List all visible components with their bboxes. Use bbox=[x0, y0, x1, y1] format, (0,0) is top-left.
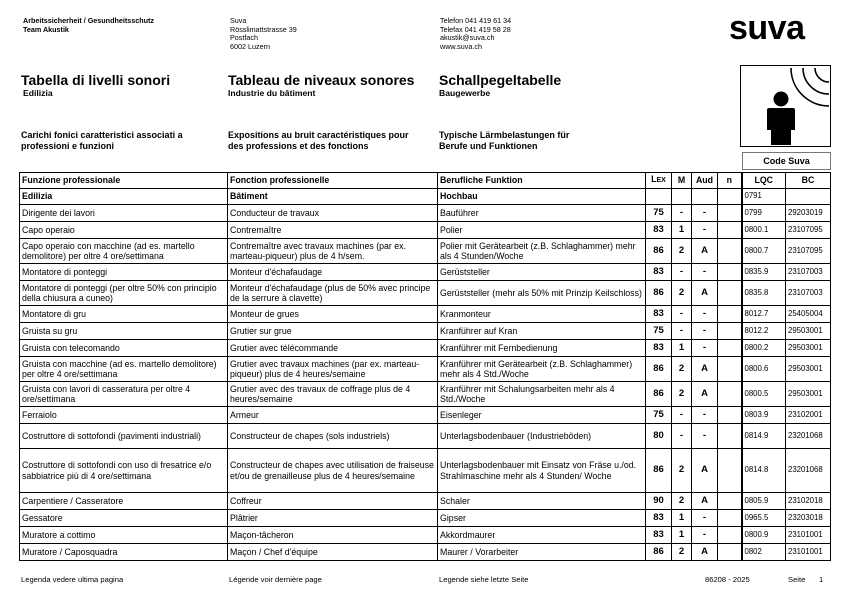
cell-bc: 23201068 bbox=[786, 424, 831, 449]
contact-block bbox=[440, 17, 511, 51]
cell-m: - bbox=[672, 407, 692, 424]
cell-n bbox=[718, 493, 742, 510]
cell-it: Montatore di gru bbox=[20, 306, 228, 323]
cell-lqc: 0800.7 bbox=[742, 239, 786, 264]
cell-fr: Constructeur de chapes (sols industriels) bbox=[228, 424, 438, 449]
cell-lex: 83 bbox=[646, 264, 672, 281]
cell-de: Eisenleger bbox=[438, 407, 646, 424]
section-lex bbox=[646, 189, 672, 205]
cell-lex: 86 bbox=[646, 357, 672, 382]
fax: Telefax 041 419 58 28 bbox=[440, 24, 511, 34]
cell-lex: 75 bbox=[646, 407, 672, 424]
cell-it: Costruttore di sottofondi (pavimenti industriali) bbox=[20, 424, 228, 449]
cell-m: 2 bbox=[672, 382, 692, 407]
table-row bbox=[20, 382, 831, 407]
cell-it: Carpentiere / Casseratore bbox=[20, 493, 228, 510]
address-line: Suva bbox=[230, 16, 247, 25]
cell-aud: - bbox=[692, 510, 718, 527]
cell-aud: - bbox=[692, 340, 718, 357]
cell-bc: 23107003 bbox=[786, 281, 831, 306]
col-header-de: Berufliche Funktion bbox=[438, 173, 646, 189]
table-row bbox=[20, 264, 831, 281]
cell-fr: Grutier sur grue bbox=[228, 323, 438, 340]
cell-lqc: 0800.9 bbox=[742, 527, 786, 544]
cell-de: Akkordmaurer bbox=[438, 527, 646, 544]
doc-number: 86208 - 2025 bbox=[705, 575, 750, 584]
table-row bbox=[20, 222, 831, 239]
cell-lex: 83 bbox=[646, 222, 672, 239]
table-row bbox=[20, 424, 831, 449]
desc-de bbox=[439, 130, 569, 152]
col-header-m: M bbox=[672, 173, 692, 189]
cell-n bbox=[718, 544, 742, 561]
section-n bbox=[718, 189, 742, 205]
title-fr-block bbox=[228, 72, 414, 98]
cell-m: 2 bbox=[672, 281, 692, 306]
cell-lqc: 0805.9 bbox=[742, 493, 786, 510]
cell-lex: 86 bbox=[646, 449, 672, 493]
cell-it: Montatore di ponteggi bbox=[20, 264, 228, 281]
legend-fr: Légende voir dernière page bbox=[229, 575, 322, 584]
desc-it-line2: professioni e funzioni bbox=[21, 141, 115, 151]
cell-lex: 83 bbox=[646, 306, 672, 323]
cell-fr: Monteur d'échafaudage (plus de 50% avec principe de la serrure à clavette) bbox=[228, 281, 438, 306]
address-line: Rösslimattstrasse 39 bbox=[230, 24, 297, 34]
cell-aud: A bbox=[692, 281, 718, 306]
cell-aud: - bbox=[692, 527, 718, 544]
cell-de: Polier bbox=[438, 222, 646, 239]
col-header-lex bbox=[646, 173, 672, 189]
cell-aud: - bbox=[692, 222, 718, 239]
table-row bbox=[20, 510, 831, 527]
cell-it: Costruttore di sottofondi con uso di fresatrice e/o sabbiatrice più di 4 ore/settimana bbox=[20, 449, 228, 493]
cell-bc: 29503001 bbox=[786, 340, 831, 357]
cell-aud: A bbox=[692, 544, 718, 561]
code-suva-label: Code Suva bbox=[742, 152, 831, 170]
cell-fr: Grutier avec télécommande bbox=[228, 340, 438, 357]
cell-m: 1 bbox=[672, 340, 692, 357]
cell-m: 1 bbox=[672, 510, 692, 527]
cell-n bbox=[718, 382, 742, 407]
cell-fr: Grutier avec des travaux de coffrage plus de 4 heures/semaine bbox=[228, 382, 438, 407]
cell-de: Unterlagsbodenbauer (Industrieböden) bbox=[438, 424, 646, 449]
website-link[interactable]: www.suva.ch bbox=[440, 41, 482, 51]
desc-fr-line2: des professions et des fonctions bbox=[228, 141, 369, 151]
section-aud bbox=[692, 189, 718, 205]
cell-it: Dirigente dei lavori bbox=[20, 205, 228, 222]
cell-n bbox=[718, 323, 742, 340]
cell-n bbox=[718, 510, 742, 527]
cell-bc: 29503001 bbox=[786, 382, 831, 407]
table-row bbox=[20, 407, 831, 424]
cell-it: Ferraiolo bbox=[20, 407, 228, 424]
cell-n bbox=[718, 264, 742, 281]
cell-it: Capo operaio con macchine (ad es. martello demolitore) per oltre 4 ore/settimana bbox=[20, 239, 228, 264]
cell-it: Capo operaio bbox=[20, 222, 228, 239]
cell-n bbox=[718, 340, 742, 357]
phone: Telefon 041 419 61 34 bbox=[440, 16, 512, 25]
cell-m: 2 bbox=[672, 493, 692, 510]
cell-fr: Monteur de grues bbox=[228, 306, 438, 323]
cell-lqc: 0800.2 bbox=[742, 340, 786, 357]
address-block bbox=[230, 17, 297, 51]
cell-aud: - bbox=[692, 407, 718, 424]
table-row bbox=[20, 527, 831, 544]
noise-level-table bbox=[19, 172, 831, 561]
org-unit bbox=[23, 17, 154, 34]
cell-lqc: 0802 bbox=[742, 544, 786, 561]
cell-lex: 86 bbox=[646, 544, 672, 561]
cell-aud: A bbox=[692, 357, 718, 382]
cell-de: Unterlagsbodenbauer mit Einsatz von Fräse u./od. Strahlmaschine mehr als 4 Stunden/ Woche bbox=[438, 449, 646, 493]
cell-fr: Plâtrier bbox=[228, 510, 438, 527]
table-row bbox=[20, 306, 831, 323]
cell-bc: 23107095 bbox=[786, 239, 831, 264]
cell-bc: 23107095 bbox=[786, 222, 831, 239]
org-line-2: Team Akustik bbox=[23, 24, 69, 34]
cell-de: Gerüststeller bbox=[438, 264, 646, 281]
cell-aud: - bbox=[692, 424, 718, 449]
cell-aud: - bbox=[692, 323, 718, 340]
cell-it: Gruista con lavori di casseratura per oltre 4 ore/settimana bbox=[20, 382, 228, 407]
desc-de-line1: Typische Lärmbelastungen für bbox=[439, 130, 570, 140]
cell-lqc: 0803.9 bbox=[742, 407, 786, 424]
cell-lqc: 0800.6 bbox=[742, 357, 786, 382]
title-de-block bbox=[439, 72, 561, 98]
cell-lex: 83 bbox=[646, 340, 672, 357]
desc-fr bbox=[228, 130, 409, 152]
email-link[interactable]: akustik@suva.ch bbox=[440, 33, 495, 43]
cell-de: Polier mit Gerätearbeit (z.B. Schlaghammer) mehr als 4 Stunden/Woche bbox=[438, 239, 646, 264]
cell-it: Muratore / Caposquadra bbox=[20, 544, 228, 561]
cell-fr: Monteur d'échafaudage bbox=[228, 264, 438, 281]
cell-fr: Conducteur de travaux bbox=[228, 205, 438, 222]
cell-de: Kranführer mit Schalungsarbeiten mehr als 4 Std./Woche bbox=[438, 382, 646, 407]
cell-m: - bbox=[672, 323, 692, 340]
cell-de: Schaler bbox=[438, 493, 646, 510]
cell-bc: 23101001 bbox=[786, 527, 831, 544]
cell-n bbox=[718, 205, 742, 222]
cell-lqc: 8012.2 bbox=[742, 323, 786, 340]
cell-m: 2 bbox=[672, 449, 692, 493]
table-row bbox=[20, 449, 831, 493]
cell-lqc: 0965.5 bbox=[742, 510, 786, 527]
cell-n bbox=[718, 239, 742, 264]
cell-it: Gruista su gru bbox=[20, 323, 228, 340]
cell-aud: A bbox=[692, 493, 718, 510]
table-header-row bbox=[20, 173, 831, 189]
cell-m: - bbox=[672, 205, 692, 222]
cell-fr: Armeur bbox=[228, 407, 438, 424]
section-m bbox=[672, 189, 692, 205]
col-header-bc: BC bbox=[786, 173, 831, 189]
lex-sub: EX bbox=[656, 177, 666, 185]
cell-bc: 29503001 bbox=[786, 323, 831, 340]
section-fr: Bâtiment bbox=[228, 189, 438, 205]
cell-lqc: 0799 bbox=[742, 205, 786, 222]
subtitle-it: Edilizia bbox=[23, 88, 53, 98]
cell-lex: 86 bbox=[646, 382, 672, 407]
section-row bbox=[20, 189, 831, 205]
col-header-fr: Fonction professionelle bbox=[228, 173, 438, 189]
cell-bc: 23101001 bbox=[786, 544, 831, 561]
cell-n bbox=[718, 306, 742, 323]
cell-m: 1 bbox=[672, 222, 692, 239]
cell-lex: 86 bbox=[646, 239, 672, 264]
cell-fr: Constructeur de chapes avec utilisation de fraiseuse et/ou de grenailleuse plus de 4 heures/semaine bbox=[228, 449, 438, 493]
cell-lex: 83 bbox=[646, 510, 672, 527]
cell-m: - bbox=[672, 306, 692, 323]
cell-lqc: 0800.1 bbox=[742, 222, 786, 239]
cell-aud: A bbox=[692, 382, 718, 407]
cell-m: - bbox=[672, 424, 692, 449]
cell-n bbox=[718, 222, 742, 239]
person-noise-icon bbox=[740, 65, 831, 147]
subtitle-fr: Industrie du bâtiment bbox=[228, 88, 316, 98]
cell-n bbox=[718, 357, 742, 382]
cell-bc: 29203019 bbox=[786, 205, 831, 222]
cell-lqc: 0835.9 bbox=[742, 264, 786, 281]
section-it: Edilizia bbox=[20, 189, 228, 205]
cell-de: Bauführer bbox=[438, 205, 646, 222]
section-de: Hochbau bbox=[438, 189, 646, 205]
title-de: Schallpegeltabelle bbox=[439, 72, 562, 88]
cell-bc: 23102001 bbox=[786, 407, 831, 424]
cell-lex: 86 bbox=[646, 281, 672, 306]
cell-bc: 25405004 bbox=[786, 306, 831, 323]
cell-lex: 90 bbox=[646, 493, 672, 510]
col-header-aud: Aud bbox=[692, 173, 718, 189]
col-header-it: Funzione professionale bbox=[20, 173, 228, 189]
cell-fr: Contremaître bbox=[228, 222, 438, 239]
cell-aud: - bbox=[692, 205, 718, 222]
address-line: 6002 Luzern bbox=[230, 41, 270, 51]
title-it-block bbox=[21, 72, 170, 98]
cell-aud: - bbox=[692, 264, 718, 281]
col-header-n: n bbox=[718, 173, 742, 189]
cell-n bbox=[718, 424, 742, 449]
cell-it: Gruista con telecomando bbox=[20, 340, 228, 357]
suva-logo: suva bbox=[729, 9, 805, 47]
cell-bc: 23102018 bbox=[786, 493, 831, 510]
cell-m: - bbox=[672, 264, 692, 281]
desc-it-line1: Carichi fonici caratteristici associati a bbox=[21, 130, 183, 140]
cell-de: Gipser bbox=[438, 510, 646, 527]
cell-m: 2 bbox=[672, 544, 692, 561]
cell-m: 2 bbox=[672, 357, 692, 382]
table-row bbox=[20, 544, 831, 561]
cell-bc: 29503001 bbox=[786, 357, 831, 382]
cell-m: 2 bbox=[672, 239, 692, 264]
cell-n bbox=[718, 527, 742, 544]
cell-lex: 80 bbox=[646, 424, 672, 449]
cell-aud: A bbox=[692, 449, 718, 493]
org-line-1: Arbeitssicherheit / Gesundheitsschutz bbox=[23, 16, 155, 25]
cell-n bbox=[718, 281, 742, 306]
cell-lex: 83 bbox=[646, 527, 672, 544]
subtitle-de: Baugewerbe bbox=[439, 88, 491, 98]
cell-de: Gerüststeller (mehr als 50% mit Prinzip Keilschloss) bbox=[438, 281, 646, 306]
table-row bbox=[20, 340, 831, 357]
page-number: 1 bbox=[819, 575, 824, 584]
cell-lqc: 8012.7 bbox=[742, 306, 786, 323]
cell-m: 1 bbox=[672, 527, 692, 544]
cell-it: Gessatore bbox=[20, 510, 228, 527]
cell-lqc: 0835.8 bbox=[742, 281, 786, 306]
desc-fr-line1: Expositions au bruit caractéristiques pour bbox=[228, 130, 409, 140]
table-row bbox=[20, 493, 831, 510]
cell-aud: A bbox=[692, 239, 718, 264]
cell-de: Kranführer mit Gerätearbeit (z.B. Schlaghammer) mehr als 4 Std./Woche bbox=[438, 357, 646, 382]
cell-it: Gruista con macchine (ad es. martello demolitore) per oltre 4 ore/settimana bbox=[20, 357, 228, 382]
cell-lex: 75 bbox=[646, 205, 672, 222]
cell-fr: Contremaître avec travaux machines (par ex. marteau-piqueur) plus de 4 h/sem. bbox=[228, 239, 438, 264]
cell-fr: Maçon-tâcheron bbox=[228, 527, 438, 544]
page-label: Seite bbox=[788, 575, 806, 584]
cell-it: Montatore di ponteggi (per oltre 50% con principio della chiusura a cuneo) bbox=[20, 281, 228, 306]
title-fr: Tableau de niveaux sonores bbox=[228, 72, 415, 88]
lex-main: L bbox=[651, 174, 657, 185]
desc-it bbox=[21, 130, 183, 152]
person-noise-icon-svg bbox=[741, 66, 829, 145]
cell-lqc: 0800.5 bbox=[742, 382, 786, 407]
cell-fr: Grutier avec travaux machines (par ex. marteau-piqueur) plus de 4 heures/semaine bbox=[228, 357, 438, 382]
cell-fr: Maçon / Chef d'équipe bbox=[228, 544, 438, 561]
cell-lex: 75 bbox=[646, 323, 672, 340]
cell-n bbox=[718, 407, 742, 424]
cell-fr: Coffreur bbox=[228, 493, 438, 510]
cell-it: Muratore a cottimo bbox=[20, 527, 228, 544]
cell-bc: 23107003 bbox=[786, 264, 831, 281]
legend-de: Legende siehe letzte Seite bbox=[439, 575, 529, 584]
table-row bbox=[20, 357, 831, 382]
cell-de: Kranmonteur bbox=[438, 306, 646, 323]
cell-lqc: 0814.8 bbox=[742, 449, 786, 493]
cell-bc: 23201068 bbox=[786, 449, 831, 493]
cell-aud: - bbox=[692, 306, 718, 323]
cell-de: Maurer / Vorarbeiter bbox=[438, 544, 646, 561]
table-row bbox=[20, 323, 831, 340]
section-bc bbox=[786, 189, 831, 205]
title-it: Tabella di livelli sonori bbox=[21, 72, 171, 88]
col-header-lqc: LQC bbox=[742, 173, 786, 189]
table-row bbox=[20, 205, 831, 222]
address-line: Postfach bbox=[230, 33, 258, 43]
table-row bbox=[20, 281, 831, 306]
cell-lqc: 0814.9 bbox=[742, 424, 786, 449]
table-row bbox=[20, 239, 831, 264]
cell-bc: 23203018 bbox=[786, 510, 831, 527]
legend-it: Legenda vedere ultima pagina bbox=[21, 575, 124, 584]
cell-de: Kranführer auf Kran bbox=[438, 323, 646, 340]
section-lqc: 0791 bbox=[742, 189, 786, 205]
desc-de-line2: Berufe und Funktionen bbox=[439, 141, 538, 151]
cell-n bbox=[718, 449, 742, 493]
cell-de: Kranführer mit Fernbedienung bbox=[438, 340, 646, 357]
